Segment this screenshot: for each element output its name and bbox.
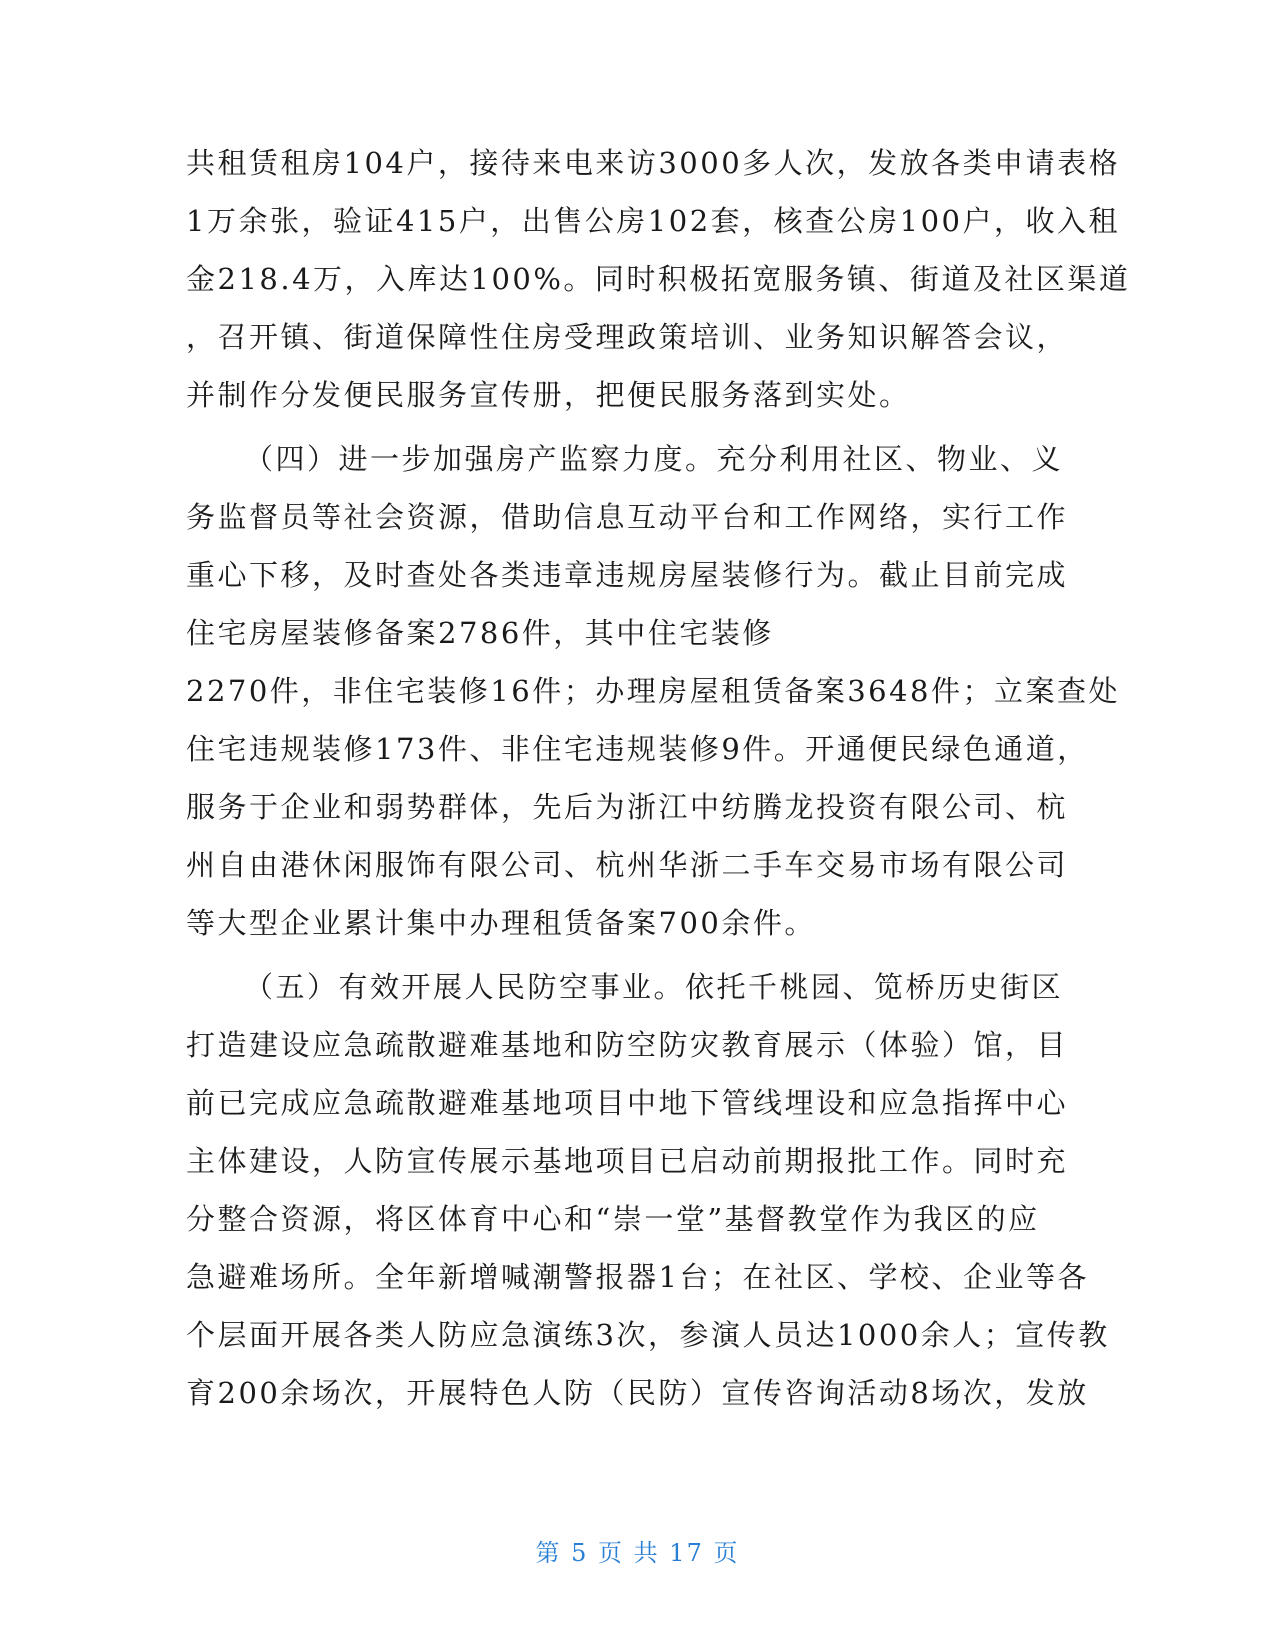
- text-line: 并制作分发便民服务宣传册，把便民服务落到实处。: [186, 378, 911, 412]
- text-line: 服务于企业和弱势群体，先后为浙江中纺腾龙投资有限公司、杭: [186, 790, 1069, 824]
- text-line: 住宅违规装修173件、非住宅违规装修9件。开通便民绿色通道，: [186, 732, 1089, 766]
- page-number-label: 第 5 页 共 17 页: [535, 1539, 740, 1567]
- text-line: 打造建设应急疏散避难基地和防空防灾教育展示（体验）馆，目: [186, 1028, 1069, 1062]
- paragraph-heading-5: （五）有效开展人民防空事业。依托千桃园、笕桥历史街区: [244, 970, 1064, 1004]
- text-line: 等大型企业累计集中办理租赁备案700余件。: [186, 906, 816, 940]
- text-line: 务监督员等社会资源，借助信息互动平台和工作网络，实行工作: [186, 500, 1069, 534]
- text-line: 急避难场所。全年新增喊潮警报器1台；在社区、学校、企业等各: [186, 1260, 1089, 1294]
- text-line: 前已完成应急疏散避难基地项目中地下管线埋设和应急指挥中心: [186, 1086, 1069, 1120]
- text-line: 重心下移，及时查处各类违章违规房屋装修行为。截止目前完成: [186, 558, 1069, 592]
- text-line: 金218.4万，入库达100%。同时积极拓宽服务镇、街道及社区渠道: [186, 262, 1131, 296]
- text-line: 住宅房屋装修备案2786件，其中住宅装修: [186, 616, 774, 650]
- text-line: 育200余场次，开展特色人防（民防）宣传咨询活动8场次，发放: [186, 1376, 1089, 1410]
- text-line: 分整合资源，将区体育中心和“崇一堂”基督教堂作为我区的应: [186, 1202, 1040, 1236]
- text-line: 共租赁租房104户，接待来电来访3000多人次，发放各类申请表格: [186, 146, 1121, 180]
- page-number-footer: [0, 1533, 1275, 1568]
- document-body: [186, 134, 1131, 1422]
- text-line: 2270件，非住宅装修16件；办理房屋租赁备案3648件；立案查处: [186, 674, 1121, 708]
- text-line: 1万余张，验证415户，出售公房102套，核查公房100户，收入租: [186, 204, 1121, 238]
- text-line: 个层面开展各类人防应急演练3次，参演人员达1000余人；宣传教: [186, 1318, 1110, 1352]
- paragraph-heading-4: （四）进一步加强房产监察力度。充分利用社区、物业、义: [244, 442, 1064, 476]
- text-line: ，召开镇、街道保障性住房受理政策培训、业务知识解答会议，: [186, 320, 1069, 354]
- text-line: 州自由港休闲服饰有限公司、杭州华浙二手车交易市场有限公司: [186, 848, 1069, 882]
- text-line: 主体建设，人防宣传展示基地项目已启动前期报批工作。同时充: [186, 1144, 1069, 1178]
